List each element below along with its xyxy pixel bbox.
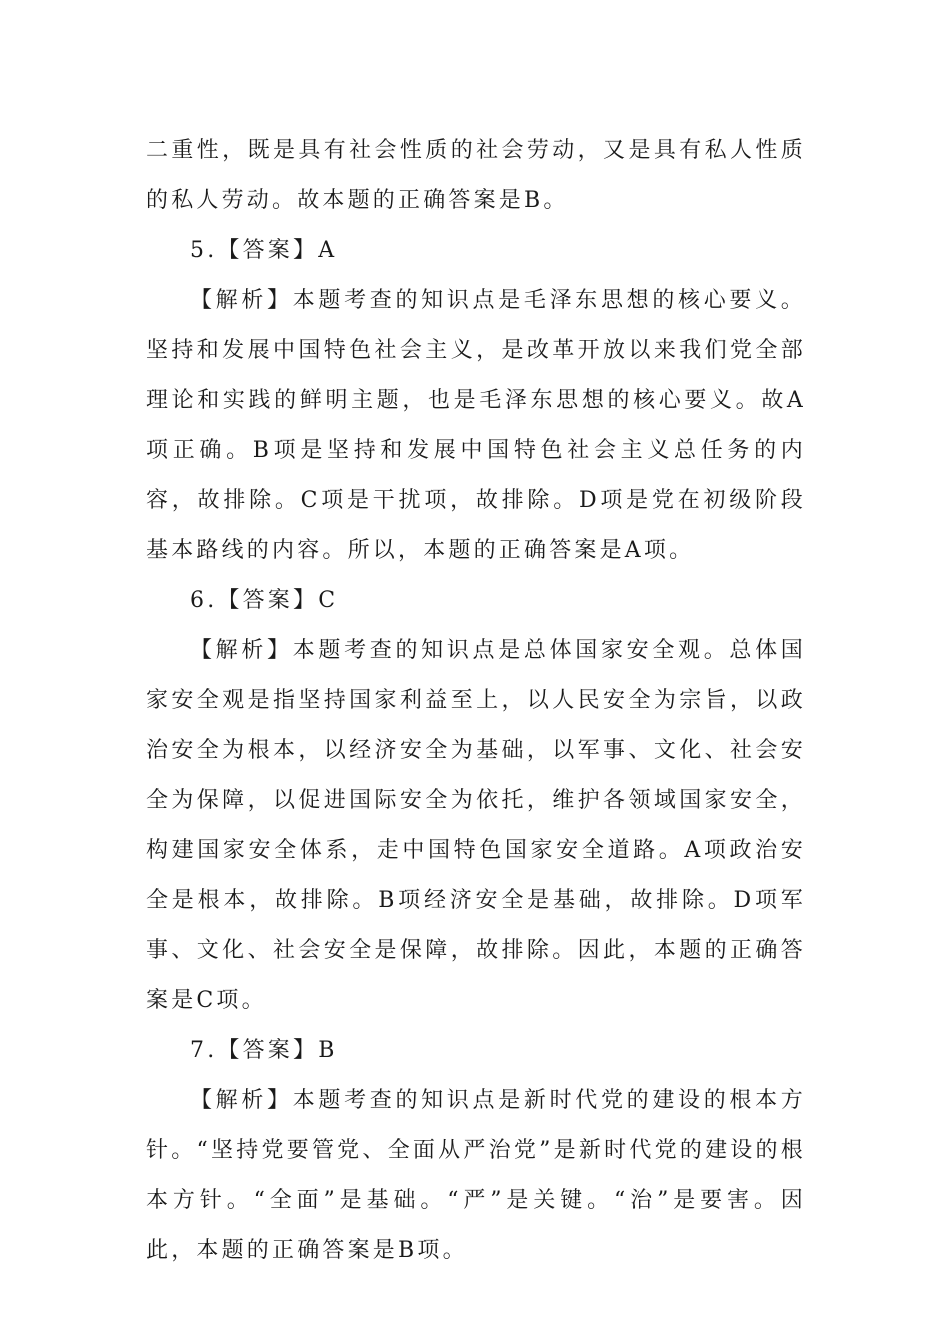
answer-heading-5: 5.【答案】A (190, 238, 338, 263)
explanation-7: 【解析】本题考查的知识点是新时代党的建设的根本方针。“坚持党要管党、全面从严治党”是新时代党的建设的根本方针。“全面”是基础。“严”是关键。“治”是要害。因此，本题的正确答案是B项。 (146, 1088, 806, 1263)
answer-heading-6: 6.【答案】C (190, 588, 339, 613)
document-page (146, 126, 806, 1276)
explanation-6: 【解析】本题考查的知识点是总体国家安全观。总体国家安全观是指坚持国家利益至上，以人民安全为宗旨，以政治安全为根本，以经济安全为基础，以军事、文化、社会安全为保障，以促进国际安全为依托，维护各领域国家安全，构建国家安全体系，走中国特色国家安全道路。A项政治安全是根本，故排除。B项经济安全是基础，故排除。D项军事、文化、社会安全是保障，故排除。因此，本题的正确答案是C项。 (146, 638, 806, 1013)
explanation-5: 【解析】本题考查的知识点是毛泽东思想的核心要义。坚持和发展中国特色社会主义，是改革开放以来我们党全部理论和实践的鲜明主题，也是毛泽东思想的核心要义。故A项正确。B项是坚持和发展中国特色社会主义总任务的内容，故排除。C项是干扰项，故排除。D项是党在初级阶段基本路线的内容。所以，本题的正确答案是A项。 (146, 288, 806, 563)
answer-heading-7: 7.【答案】B (190, 1038, 338, 1063)
paragraph-continuation: 二重性，既是具有社会性质的社会劳动，又是具有私人性质的私人劳动。故本题的正确答案是B。 (146, 138, 806, 213)
